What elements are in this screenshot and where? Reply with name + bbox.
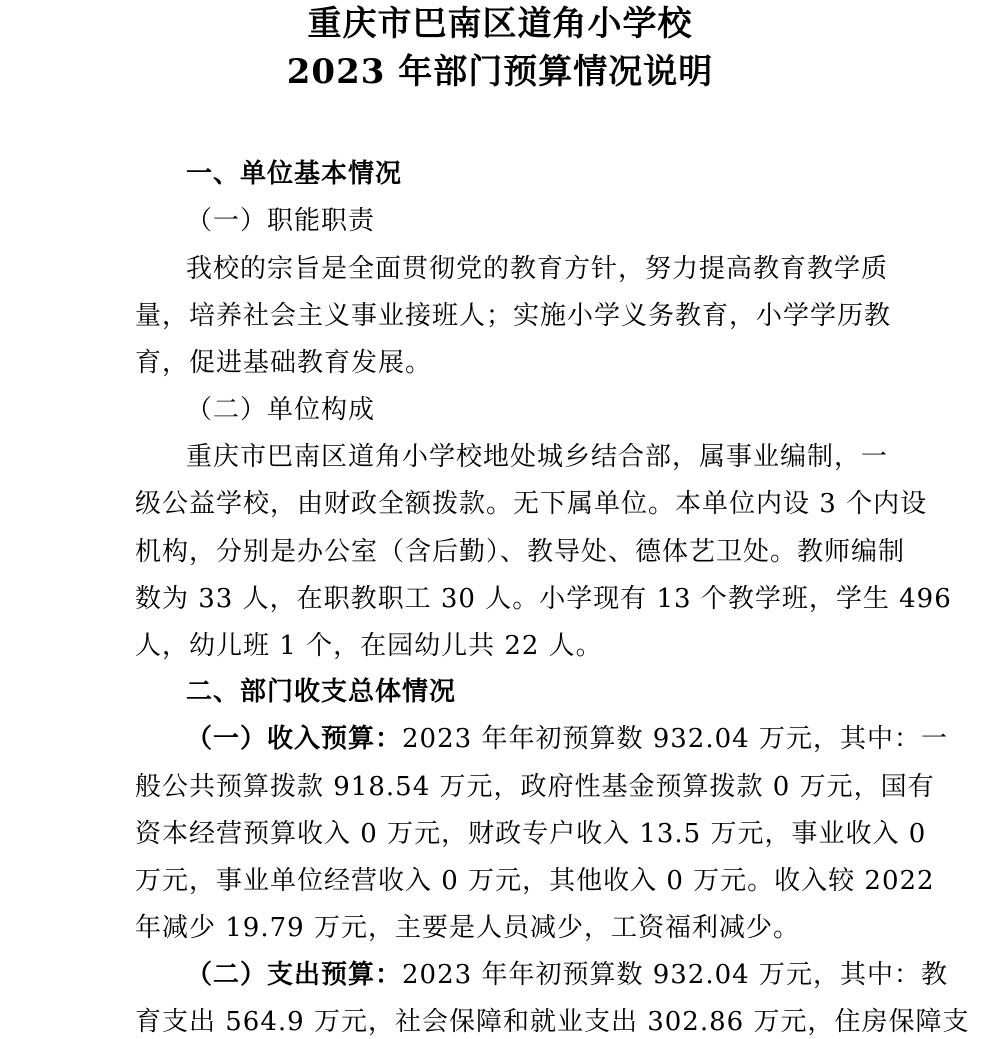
expense-budget-text: 2023 年年初预算数 932.04 万元，其中：教 [402,960,948,990]
para1-line: 育，促进基础教育发展。 [135,348,433,378]
para3-line: 资本经营预算收入 0 万元，财政专户收入 13.5 万元，事业收入 0 [135,819,927,849]
sub2-heading: （二）单位构成 [186,395,376,425]
expense-budget-label: （二）支出预算： [186,960,403,990]
section1-heading: 一、单位基本情况 [186,159,403,189]
para4-line [186,959,948,991]
para3-line: 年减少 19.79 万元，主要是人员减少，工资福利减少。 [135,913,800,943]
sub1-heading: （一）职能职责 [186,206,376,236]
para3-line: 般公共预算拨款 918.54 万元，政府性基金预算拨款 0 万元，国有 [135,772,935,802]
para1-line: 我校的宗旨是全面贯彻党的教育方针，努力提高教育教学质 [186,254,889,284]
para3-line: 万元，事业单位经营收入 0 万元，其他收入 0 万元。收入较 2022 [135,866,935,896]
para2-line: 重庆市巴南区道角小学校地处城乡结合部，属事业编制，一 [186,442,889,472]
para2-line: 人，幼儿班 1 个，在园幼儿共 22 人。 [135,631,603,661]
income-budget-label: （一）收入预算： [186,724,403,754]
document-title-line1: 重庆市巴南区道角小学校 [307,4,693,44]
para1-line: 量，培养社会主义事业接班人；实施小学义务教育，小学学历教 [135,301,892,331]
document-title-line2: 2023 年部门预算情况说明 [286,52,714,92]
para2-line: 级公益学校，由财政全额拨款。无下属单位。本单位内设 3 个内设 [135,489,928,519]
para2-line: 数为 33 人，在职教职工 30 人。小学现有 13 个教学班，学生 496 [135,584,952,614]
para4-line: 育支出 564.9 万元，社会保障和就业支出 302.86 万元，住房保障支 [135,1007,970,1037]
para2-line: 机构，分别是办公室（含后勤）、教导处、德体艺卫处。教师编制 [135,537,906,567]
income-budget-text: 2023 年年初预算数 932.04 万元，其中：一 [402,724,948,754]
section2-heading: 二、部门收支总体情况 [186,677,457,707]
para3-line [186,723,948,755]
